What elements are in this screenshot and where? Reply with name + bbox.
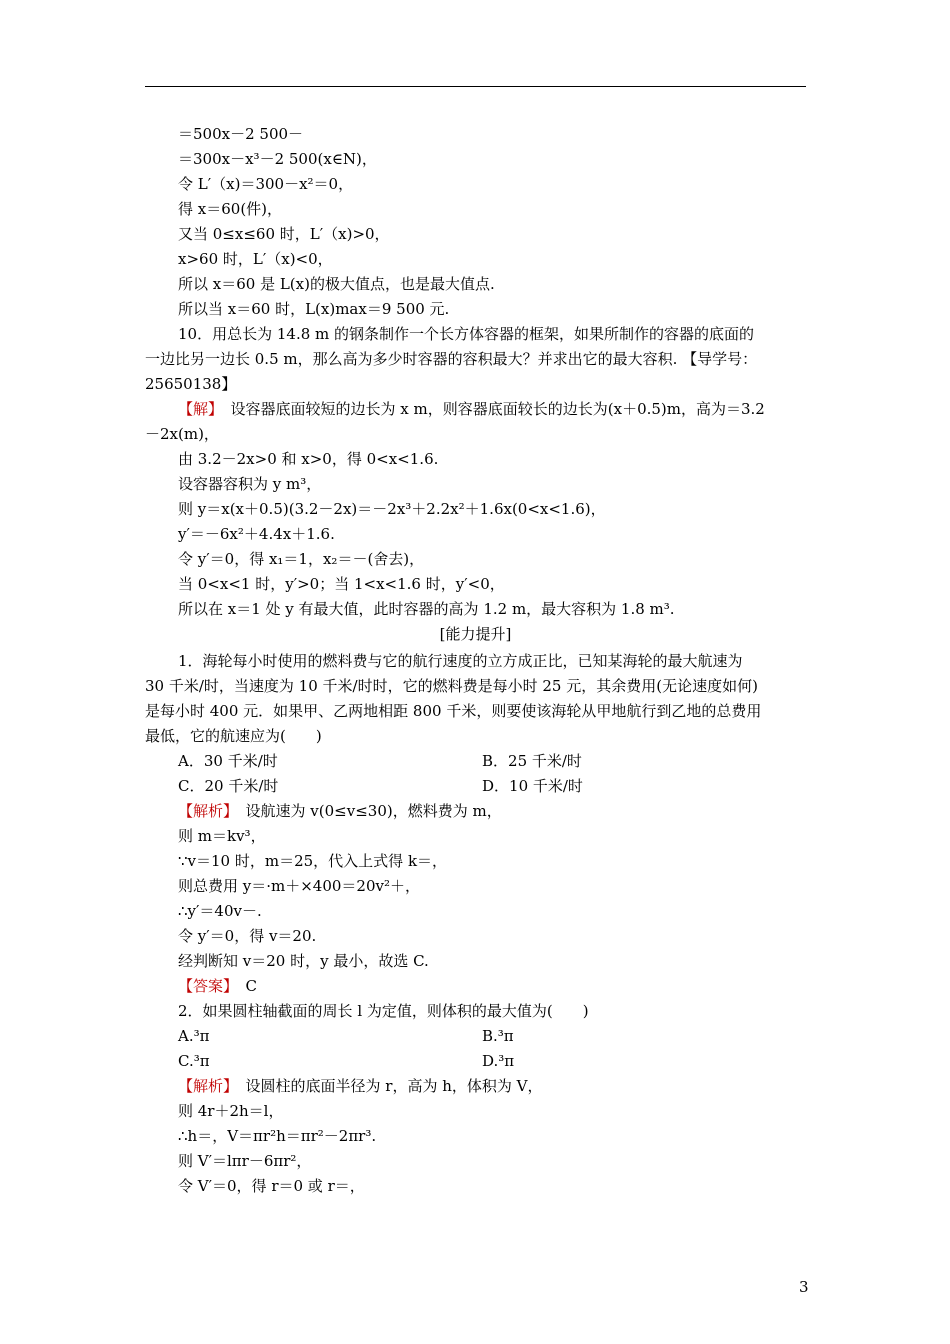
text-line: [178, 474, 321, 494]
text-line: [178, 124, 303, 144]
line-text: 由 3.2－2x>0 和 x>0，得 0<x<1.6.: [178, 450, 439, 468]
line-text: 设圆柱的底面半径为 r，高为 h，体积为 V，: [245, 1077, 543, 1095]
text-line: [145, 726, 322, 746]
line-text: ＝300x－x³－2 500(x∈N)，: [178, 150, 377, 168]
line-text: ∴h＝，V＝πr²h＝πr²－2πr³.: [178, 1127, 377, 1145]
line-text: ∵v＝10 时，m＝25，代入上式得 k＝，: [178, 852, 448, 870]
text-line: [178, 1001, 589, 1021]
text-line: [145, 676, 758, 696]
line-text: B．25 千米/时: [482, 752, 582, 770]
line-text: 1．海轮每小时使用的燃料费与它的航行速度的立方成正比，已知某海轮的最大航速为: [178, 652, 743, 670]
line-text: 2．如果圆柱轴截面的周长 l 为定值，则体积的最大值为( ): [178, 1002, 589, 1020]
text-line: [178, 751, 278, 771]
text-line: [178, 1051, 210, 1071]
header-rule: [145, 86, 806, 87]
line-text: 则 4r＋2h＝l，: [178, 1102, 284, 1120]
line-text: 设容器底面较短的边长为 x m，则容器底面较长的边长为(x＋0.5)m，高为＝3.2: [230, 400, 765, 418]
line-text: ＝500x－2 500－: [178, 125, 304, 143]
line-text: 则 m＝kv³，: [178, 827, 266, 845]
line-text: 当 0<x<1 时，y′>0；当 1<x<1.6 时，y′<0，: [178, 575, 505, 593]
line-text: 经判断知 v＝20 时，y 最小，故选 C.: [178, 952, 429, 970]
line-text: 30 千米/时，当速度为 10 千米/时时，它的燃料费是每小时 25 元，其余费用(无论速度如何): [145, 677, 758, 695]
line-text: －2x(m)，: [145, 425, 219, 443]
text-line: [178, 1076, 543, 1096]
text-line: [178, 199, 282, 219]
line-text: [能力提升]: [439, 625, 512, 643]
text-line: [482, 751, 582, 771]
text-line: [178, 1176, 365, 1196]
text-line: [178, 976, 257, 996]
solution-tag: 【解析】: [178, 802, 231, 820]
line-text: 令 y′＝0，得 v＝20.: [178, 927, 317, 945]
line-text: 设航速为 v(0≤v≤30)，燃料费为 m，: [245, 802, 502, 820]
text-line: [178, 599, 675, 619]
text-line: [178, 524, 335, 544]
text-line: [178, 249, 333, 269]
page-number: 3: [799, 1278, 809, 1296]
line-text: 所以 x＝60 是 L(x)的极大值点，也是最大值点.: [178, 275, 495, 293]
line-text: x>60 时，L′（x)<0，: [178, 250, 333, 268]
text-line: [178, 549, 424, 569]
text-line: [178, 174, 353, 194]
text-line: [178, 901, 262, 921]
solution-tag: 【解】: [178, 400, 216, 418]
text-line: [145, 374, 236, 394]
text-line: [178, 499, 606, 519]
text-line: [482, 1026, 514, 1046]
line-text: 则 V′＝lπr－6πr²，: [178, 1152, 312, 1170]
text-line: [178, 1126, 376, 1146]
text-line: [178, 149, 377, 169]
line-text: B.³π: [482, 1027, 514, 1045]
line-text: 令 y′＝0，得 x₁＝1，x₂＝－(舍去)，: [178, 550, 425, 568]
line-text: 25650138】: [145, 375, 237, 393]
text-line: [178, 324, 754, 344]
line-text: C: [245, 977, 258, 995]
line-text: 一边比另一边长 0.5 m，那么高为多少时容器的容积最大？并求出它的最大容积. 【导学号：: [145, 350, 758, 368]
text-line: [145, 424, 219, 444]
line-text: A．30 千米/时: [178, 752, 278, 770]
line-text: 是每小时 400 元．如果甲、乙两地相距 800 千米，则要使该海轮从甲地航行到乙地的总费用: [145, 702, 762, 720]
text-line: [178, 651, 743, 671]
line-text: 10．用总长为 14.8 m 的钢条制作一个长方体容器的框架，如果所制作的容器的底面的: [178, 325, 755, 343]
text-line: [178, 574, 505, 594]
line-text: A.³π: [178, 1027, 210, 1045]
text-line: [178, 399, 765, 419]
text-line: [178, 926, 316, 946]
line-text: 则总费用 y＝·m＋×400＝20v²＋，: [178, 877, 421, 895]
text-line: [145, 701, 761, 721]
line-text: 则 y＝x(x＋0.5)(3.2－2x)＝－2x³＋2.2x²＋1.6x(0<x<1.6)，: [178, 500, 606, 518]
text-line: [178, 801, 502, 821]
line-text: 令 V′＝0，得 r＝0 或 r＝，: [178, 1177, 365, 1195]
line-text: 令 L′（x)＝300－x²＝0，: [178, 175, 354, 193]
text-line: [178, 876, 420, 896]
line-text: 所以在 x＝1 处 y 有最大值，此时容器的高为 1.2 m，最大容积为 1.8 m³.: [178, 600, 675, 618]
text-line: [178, 1101, 283, 1121]
text-line: [178, 776, 278, 796]
text-line: [178, 224, 390, 244]
line-text: D．10 千米/时: [482, 777, 583, 795]
text-line: [145, 349, 757, 369]
solution-tag: 【答案】: [178, 977, 231, 995]
text-line: [178, 951, 429, 971]
line-text: 所以当 x＝60 时，L(x)max＝9 500 元.: [178, 300, 450, 318]
text-line: [178, 299, 449, 319]
line-text: D.³π: [482, 1052, 515, 1070]
text-line: [178, 826, 266, 846]
text-line: [178, 449, 438, 469]
line-text: C．20 千米/时: [178, 777, 279, 795]
text-line: [145, 624, 806, 644]
text-line: [482, 776, 583, 796]
text-line: [178, 851, 447, 871]
line-text: 得 x＝60(件)，: [178, 200, 283, 218]
text-line: [178, 274, 495, 294]
text-line: [178, 1151, 311, 1171]
line-text: 设容器容积为 y m³，: [178, 475, 322, 493]
line-text: 最低，它的航速应为( ): [145, 727, 322, 745]
line-text: C.³π: [178, 1052, 210, 1070]
text-line: [482, 1051, 514, 1071]
text-line: [178, 1026, 209, 1046]
solution-tag: 【解析】: [178, 1077, 231, 1095]
line-text: ∴y′＝40v－.: [178, 902, 262, 920]
line-text: y′＝－6x²＋4.4x＋1.6.: [178, 525, 335, 543]
line-text: 又当 0≤x≤60 时，L′（x)>0，: [178, 225, 390, 243]
